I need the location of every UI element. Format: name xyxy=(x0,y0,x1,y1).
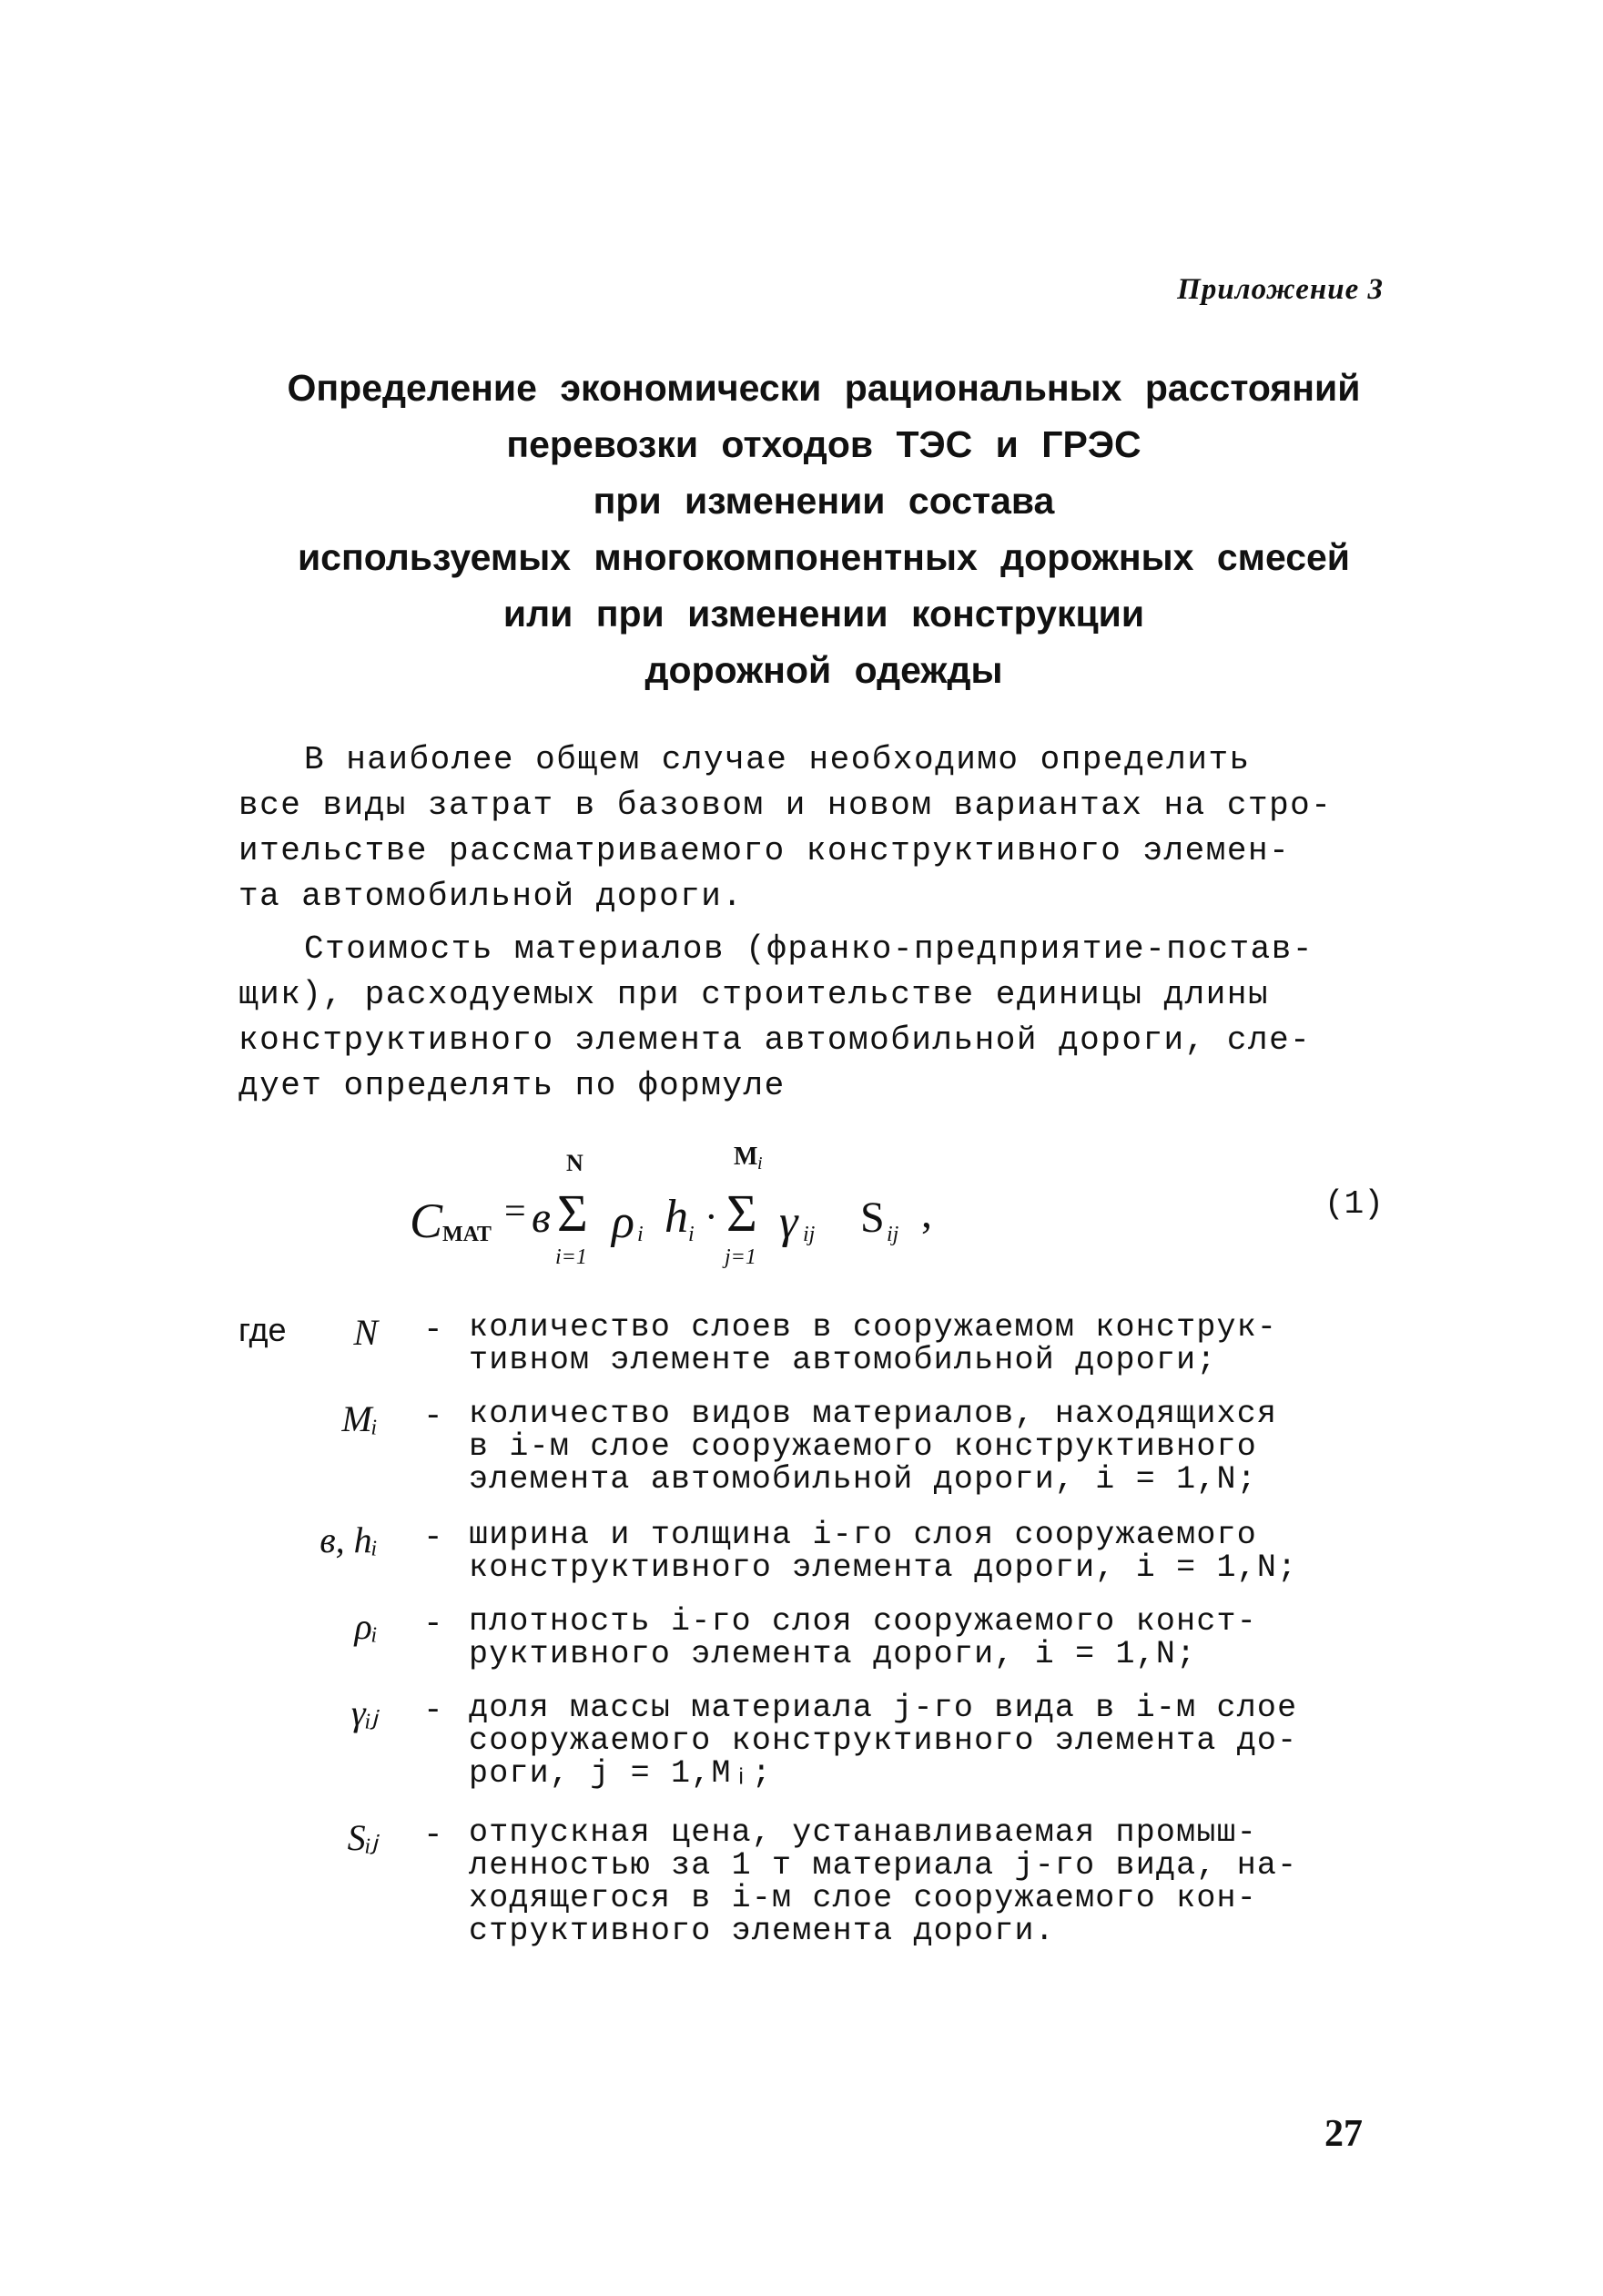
formula-gamma: γ xyxy=(779,1196,798,1248)
definition-line: сооружаемого конструктивного элемента до- xyxy=(469,1722,1298,1759)
definition-line: количество слоев в сооружаемом конструк- xyxy=(469,1309,1278,1346)
appendix-label: Приложение 3 xyxy=(1177,273,1384,306)
formula-equals: = xyxy=(504,1191,526,1233)
title-line: Определение экономически рациональных расстояний xyxy=(287,367,1361,409)
formula-c-subscript: МАТ xyxy=(442,1223,492,1246)
formula-sum2-upper-subscript: i xyxy=(757,1153,763,1173)
definition-line: конструктивного элемента дороги, i = 1,N; xyxy=(469,1549,1298,1586)
definition-symbol: γᵢⱼ xyxy=(350,1692,378,1733)
definition-line: роги, j = 1,Mᵢ; xyxy=(469,1755,773,1792)
formula-rho: ρ xyxy=(612,1196,634,1248)
section-title xyxy=(246,360,1402,698)
paragraph-line: та автомобильной дороги. xyxy=(238,878,744,915)
definition-text xyxy=(469,1311,1434,1377)
paragraph-1 xyxy=(238,737,1422,919)
formula-sum2-upper: M xyxy=(734,1143,758,1171)
formula-c: C xyxy=(410,1194,443,1248)
definition-text xyxy=(469,1605,1434,1671)
formula-h-subscript: i xyxy=(688,1223,695,1246)
definition-dash: - xyxy=(423,1605,443,1642)
formula-sum1-lower: i=1 xyxy=(555,1245,587,1269)
definition-symbol: в, hᵢ xyxy=(320,1519,378,1560)
definition-dash: - xyxy=(423,1692,443,1729)
definition-line: количество видов материалов, находящихся xyxy=(469,1396,1278,1432)
definition-line: ширина и толщина i-го слоя сооружаемого xyxy=(469,1517,1257,1553)
equation-number: (1) xyxy=(1324,1185,1384,1223)
formula-sigma-1: Σ xyxy=(557,1184,588,1243)
title-line: используемых многокомпонентных дорожных смесей xyxy=(297,536,1351,578)
definition-line: в i-м слое сооружаемого конструктивного xyxy=(469,1428,1257,1465)
formula-sum2-lower: j=1 xyxy=(725,1245,756,1269)
definition-symbol: Sᵢⱼ xyxy=(347,1817,378,1858)
definition-line: плотность i-го слоя сооружаемого конст- xyxy=(469,1603,1257,1640)
title-line: перевозки отходов ТЭС и ГРЭС xyxy=(506,423,1141,465)
definition-text xyxy=(469,1692,1434,1790)
definition-line: элемента автомобильной дороги, i = 1,N; xyxy=(469,1461,1257,1498)
definition-line: отпускная цена, устанавливаемая промыш- xyxy=(469,1814,1257,1851)
definition-dash: - xyxy=(423,1397,443,1435)
paragraph-line: Стоимость материалов (франко-предприятие-постав- xyxy=(304,930,1314,968)
definition-symbol: ρᵢ xyxy=(354,1606,378,1647)
definition-dash: - xyxy=(423,1311,443,1348)
definition-text xyxy=(469,1397,1434,1496)
paragraph-line: щик), расходуемых при строительстве единицы длины xyxy=(238,976,1270,1013)
formula-s-subscript: ij xyxy=(887,1223,899,1246)
formula-rho-subscript: i xyxy=(637,1223,644,1246)
formula-h: h xyxy=(665,1191,688,1243)
definition-line: ходящегося в i-м слое сооружаемого кон- xyxy=(469,1880,1257,1916)
definition-text xyxy=(469,1816,1434,1947)
title-line: дорожной одежды xyxy=(644,649,1003,691)
formula-b: в xyxy=(532,1194,551,1242)
definition-text xyxy=(469,1519,1434,1584)
cost-formula xyxy=(410,1143,1047,1297)
definition-symbol: Mᵢ xyxy=(341,1398,378,1439)
title-line: при изменении состава xyxy=(593,480,1055,522)
definition-line: тивном элементе автомобильной дороги; xyxy=(469,1342,1217,1378)
paragraph-line: В наиболее общем случае необходимо определить xyxy=(304,741,1251,778)
definition-line: доля массы материала j-го вида в i-м слое xyxy=(469,1690,1298,1726)
definition-line: структивного элемента дороги. xyxy=(469,1913,1055,1949)
formula-comma: , xyxy=(921,1189,932,1237)
paragraph-line: конструктивного элемента автомобильной дороги, сле- xyxy=(238,1021,1312,1059)
formula-gamma-subscript: ij xyxy=(803,1223,816,1246)
definition-line: ленностью за 1 т материала j-го вида, на- xyxy=(469,1847,1298,1884)
title-line: или при изменении конструкции xyxy=(502,593,1145,635)
definition-symbol: N xyxy=(353,1312,378,1353)
paragraph-line: ительстве рассматриваемого конструктивного элемен- xyxy=(238,832,1291,869)
where-label: где xyxy=(238,1311,287,1348)
formula-sum1-upper: N xyxy=(566,1150,583,1176)
definition-dash: - xyxy=(423,1519,443,1556)
formula-dot: · xyxy=(705,1194,718,1239)
paragraph-line: все виды затрат в базовом и новом вариантах на стро- xyxy=(238,787,1333,824)
formula-sigma-2: Σ xyxy=(726,1184,757,1243)
definition-dash: - xyxy=(423,1816,443,1854)
definition-line: руктивного элемента дороги, i = 1,N; xyxy=(469,1636,1197,1672)
page-number: 27 xyxy=(1324,2113,1363,2155)
formula-s: S xyxy=(860,1194,885,1242)
paragraph-2 xyxy=(238,927,1422,1109)
paragraph-line: дует определять по формуле xyxy=(238,1067,786,1104)
